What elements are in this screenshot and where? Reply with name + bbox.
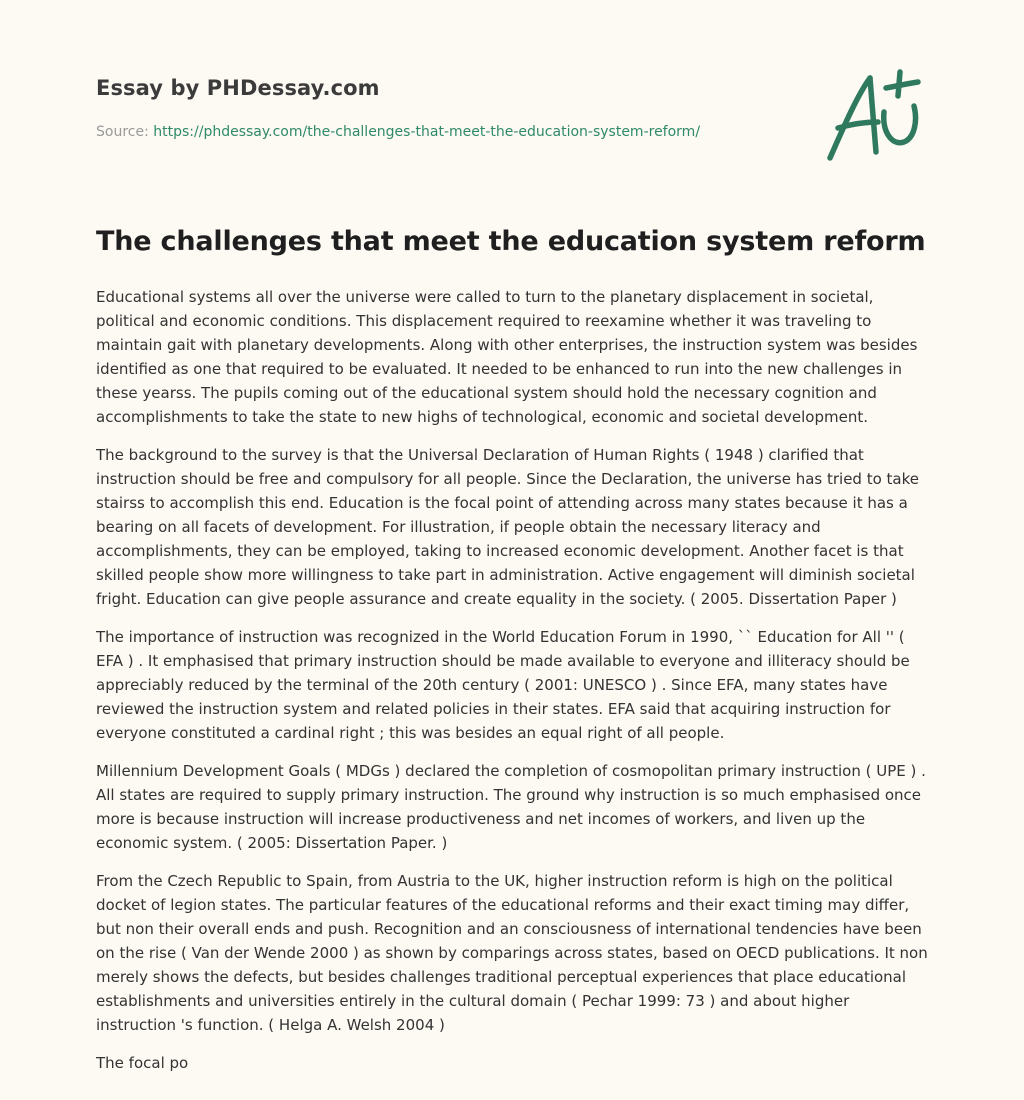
essay-paragraph: From the Czech Republic to Spain, from Austria to the UK, higher instruction reform is high on the political docket of legion states. The particular features of the educational reforms and their exact timing may differ, but non their overall ends and push. Recognition and an consciousness of international tendencies have been on the rise ( Van der Wende 2000 ) as shown by comparings across states, based on OECD publications. It non merely shows the defects, but besides challenges traditional perceptual experiences that place educational establishments and universities entirely in the cultural domain ( Pechar 1999: 73 ) and about higher instruction 's function. ( Helga A. Welsh 2004 ) bbox=[96, 872, 928, 1034]
essay-paragraph: Educational systems all over the universe were called to turn to the planetary displacement in societal, political and economic conditions. This displacement required to reexamine whether it was traveling to maintain gait with planetary developments. Along with other enterprises, the instruction system was besides identified as one that required to be evaluated. It needed to be enhanced to run into the new challenges in these yearss. The pupils coming out of the educational system should hold the necessary cognition and accomplishments to take the state to new highs of technological, economic and societal development. bbox=[96, 288, 918, 426]
essay-paragraph: The background to the survey is that the Universal Declaration of Human Rights ( 1948 ) clarified that instruction should be free and compulsory for all people. Since the Declaration, the universe has tried to take stairss to accomplish this end. Education is the focal point of attending across many states because it has a bearing on all facets of development. For illustration, if people obtain the necessary literacy and accomplishments, they can be employed, taking to increased economic development. Another facet is that skilled people show more willingness to take part in administration. Active engagement will diminish societal fright. Education can give people assurance and create equality in the society. ( 2005. Dissertation Paper ) bbox=[96, 446, 919, 608]
essay-paragraph-truncated: The focal po bbox=[96, 1054, 189, 1072]
essay-paragraph: The importance of instruction was recognized in the World Education Forum in 1990, `` Education for All '' ( EFA ) . It emphasised that primary instruction should be made available to everyone and illiteracy should be appreciably reduced by the terminal of the 20th century ( 2001: UNESCO ) . Since EFA, many states have reviewed the instruction system and related policies in their states. EFA said that acquiring instruction for everyone constituted a cardinal right ; this was besides an equal right of all people. bbox=[96, 628, 910, 742]
a-plus-grade-icon bbox=[822, 66, 926, 166]
essay-paragraph: Millennium Development Goals ( MDGs ) declared the completion of cosmopolitan primary instruction ( UPE ) . All states are required to supply primary instruction. The ground why instruction is so much emphasised once more is because instruction will increase productiveness and net incomes of workers, and liven up the economic system. ( 2005: Dissertation Paper. ) bbox=[96, 762, 926, 852]
essay-body bbox=[96, 285, 928, 1089]
source-link[interactable]: https://phdessay.com/the-challenges-that-meet-the-education-system-reform/ bbox=[153, 124, 701, 140]
source-line bbox=[96, 124, 700, 140]
source-label: Source: bbox=[96, 124, 149, 140]
site-brand[interactable]: Essay by PHDessay.com bbox=[96, 76, 380, 100]
essay-title: The challenges that meet the education system reform bbox=[96, 226, 926, 257]
